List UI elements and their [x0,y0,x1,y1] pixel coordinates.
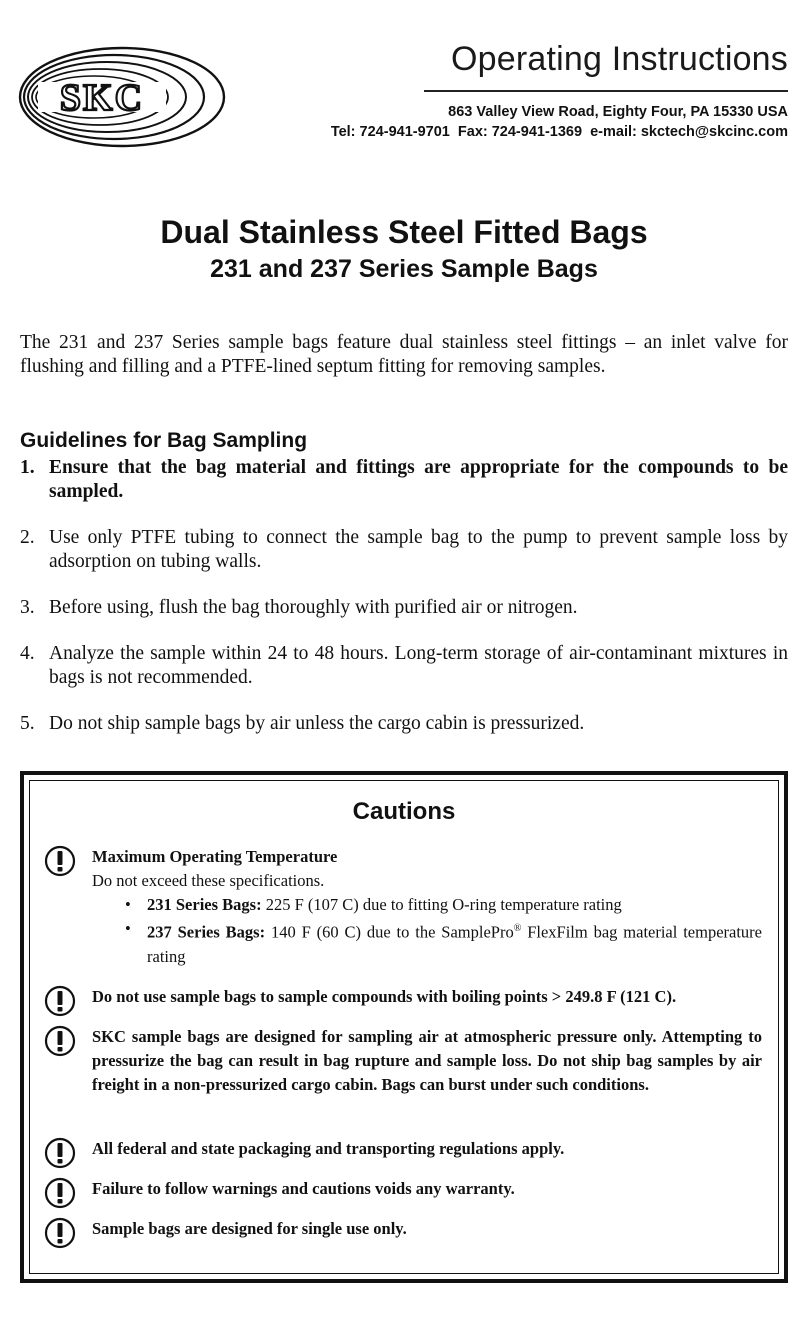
caution-text: Do not use sample bags to sample compounds with boiling points > 249.8 F (121 C). [92,987,677,1006]
document-subtitle: 231 and 237 Series Sample Bags [210,255,598,283]
exclamation-circle-icon [44,1217,76,1249]
caution-heading: Maximum Operating Temperature [92,847,338,866]
exclamation-circle-icon [44,1025,76,1057]
registered-mark: ® [513,923,522,934]
bullet-item [92,893,762,917]
guidelines-list [20,456,788,758]
header-rule [424,90,788,92]
header-title: Operating Instructions [450,40,788,78]
guideline-text: Analyze the sample within 24 to 48 hours. Long-term storage of air-contaminant mixtures in bags is not recommended. [49,643,788,688]
exclamation-circle-icon [44,845,76,877]
guideline-number: 4. [20,643,35,664]
bullet-text: 225 F (107 C) due to fitting O-ring temperature rating [261,895,622,914]
guideline-item [20,526,788,574]
guideline-text: Ensure that the bag material and fittings are appropriate for the compounds to be sampled. [49,457,788,502]
guideline-text: Use only PTFE tubing to connect the sample bag to the pump to prevent sample loss by adsorption on tubing walls. [49,527,788,572]
guideline-number: 5. [20,713,35,734]
caution-item [44,1217,762,1241]
guideline-item [20,596,788,620]
exclamation-circle-icon [44,1137,76,1169]
caution-item [44,985,762,1009]
bullet-label: 237 Series Bags: [147,922,266,942]
guideline-item [20,456,788,504]
exclamation-circle-icon [44,985,76,1017]
cautions-inner-frame [29,780,779,1274]
caution-text: Failure to follow warnings and cautions voids any warranty. [92,1179,515,1198]
cautions-title: Cautions [352,798,456,825]
caution-text: Sample bags are designed for single use only. [92,1219,407,1238]
guideline-item [20,642,788,690]
bullet-text: 140 F (60 C) due to the SamplePro [265,922,514,942]
guideline-item [20,712,788,736]
caution-item [44,1137,762,1161]
guideline-number: 1. [20,457,35,478]
guideline-text: Do not ship sample bags by air unless the cargo cabin is pressurized. [49,713,585,734]
bullet-text: FlexFilm bag material temperature rating [147,922,762,966]
logo-wordmark: SKC [59,77,145,119]
skc-logo [18,46,226,148]
caution-item [44,1177,762,1201]
company-address: 863 Valley View Road, Eighty Four, PA 15330 USA [448,104,788,120]
cautions-box [20,771,788,1283]
bullet-label: 231 Series Bags: [147,895,262,914]
guideline-number: 2. [20,527,35,548]
document-title: Dual Stainless Steel Fitted Bags [160,214,648,250]
guideline-number: 3. [20,597,35,618]
guidelines-heading: Guidelines for Bag Sampling [20,429,308,452]
bullet-item [92,917,762,969]
company-contact: Tel: 724-941-9701 Fax: 724-941-1369 e-mail: skctech@skcinc.com [330,124,788,140]
caution-text [92,845,762,969]
caution-text: All federal and state packaging and transporting regulations apply. [92,1139,565,1158]
caution-line: Do not exceed these specifications. [92,871,325,890]
exclamation-circle-icon [44,1177,76,1209]
caution-text: SKC sample bags are designed for sampling air at atmospheric pressure only. Attempting to pressurize the bag can result in bag rupture and sample loss. Do not ship bag samples by air freight in a non-pressurized cargo cabin. Bags can burst under such conditions. [92,1027,762,1094]
temperature-bullets [92,893,762,969]
caution-item [44,1025,762,1097]
intro-paragraph: The 231 and 237 Series sample bags feature dual stainless steel fittings – an inlet valve for flushing and filling and a PTFE-lined septum fitting for removing samples. [20,332,788,377]
guideline-text: Before using, flush the bag thoroughly with purified air or nitrogen. [49,597,578,618]
caution-temperature [44,845,762,969]
